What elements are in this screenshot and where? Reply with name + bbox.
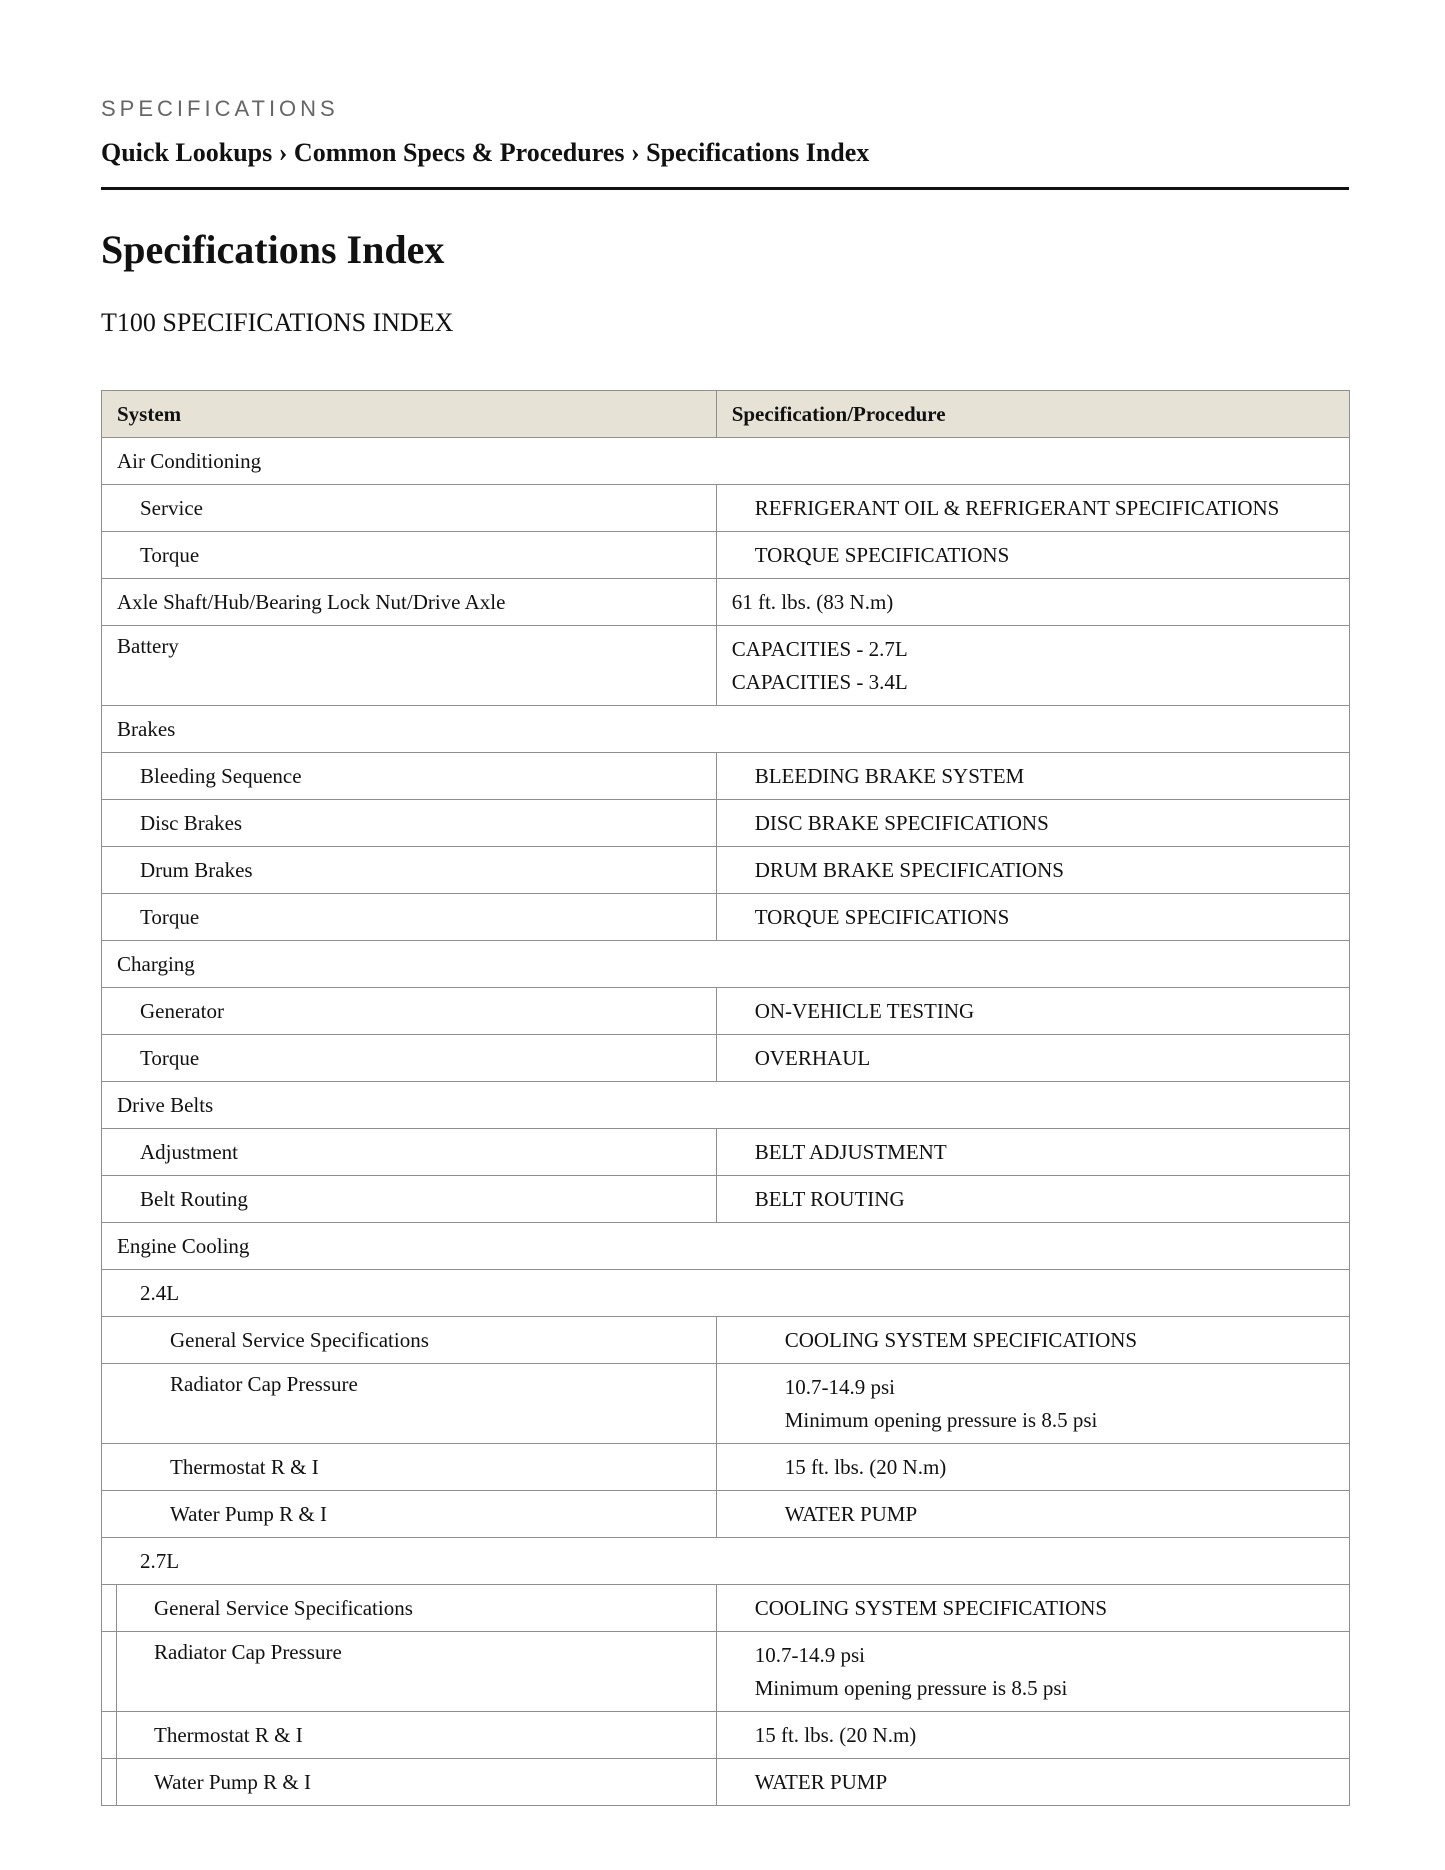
table-row [102, 532, 1350, 579]
table-row [102, 1712, 1350, 1759]
spec-link[interactable]: WATER PUMP [716, 1491, 1349, 1538]
group-label: Air Conditioning [102, 438, 1350, 485]
spec-link[interactable]: OVERHAUL [716, 1035, 1349, 1082]
header-divider [101, 187, 1349, 190]
table-row [102, 1176, 1350, 1223]
table-row [102, 1223, 1350, 1270]
page-subtitle: T100 SPECIFICATIONS INDEX [101, 308, 454, 337]
subgroup-label: 2.7L [102, 1538, 1350, 1585]
system-cell: Thermostat R & I [117, 1712, 717, 1759]
table-row [102, 800, 1350, 847]
spec-link[interactable]: TORQUE SPECIFICATIONS [716, 894, 1349, 941]
system-cell: Bleeding Sequence [102, 753, 717, 800]
spec-link[interactable]: CAPACITIES - 3.4L [731, 669, 908, 694]
system-cell: Thermostat R & I [102, 1444, 717, 1491]
table-header-row [102, 391, 1350, 438]
spec-value: 15 ft. lbs. (20 N.m) [716, 1712, 1349, 1759]
table-row [102, 1035, 1350, 1082]
table-row [102, 485, 1350, 532]
table-row [102, 847, 1350, 894]
system-cell: Radiator Cap Pressure [102, 1364, 717, 1444]
spec-value: Minimum opening pressure is 8.5 psi [754, 1675, 1068, 1700]
table-row [102, 1317, 1350, 1364]
subgroup-label: 2.4L [102, 1270, 1350, 1317]
table-row [102, 1364, 1350, 1444]
table-row [102, 579, 1350, 626]
page-title: Specifications Index [101, 227, 445, 272]
system-cell: Torque [102, 532, 717, 579]
spec-link[interactable]: CAPACITIES - 2.7L [731, 636, 908, 661]
table-row [102, 941, 1350, 988]
system-cell: Disc Brakes [102, 800, 717, 847]
table-row [102, 1491, 1350, 1538]
system-cell: Adjustment [102, 1129, 717, 1176]
table-row [102, 706, 1350, 753]
breadcrumb-common-specs[interactable]: Common Specs & Procedures [293, 138, 625, 167]
spec-value: 15 ft. lbs. (20 N.m) [716, 1444, 1349, 1491]
system-cell: Generator [102, 988, 717, 1035]
system-cell: Axle Shaft/Hub/Bearing Lock Nut/Drive Axle [102, 579, 717, 626]
table-row [102, 1538, 1350, 1585]
spec-link[interactable]: BLEEDING BRAKE SYSTEM [716, 753, 1349, 800]
spec-link[interactable]: COOLING SYSTEM SPECIFICATIONS [716, 1585, 1349, 1632]
system-cell: Service [102, 485, 717, 532]
spec-cell [716, 626, 1349, 706]
system-cell: Drum Brakes [102, 847, 717, 894]
table-row [102, 753, 1350, 800]
spec-link[interactable]: DRUM BRAKE SPECIFICATIONS [716, 847, 1349, 894]
spec-cell [716, 1632, 1349, 1712]
spec-value: 61 ft. lbs. (83 N.m) [716, 579, 1349, 626]
system-cell: General Service Specifications [102, 1317, 717, 1364]
system-cell: Water Pump R & I [117, 1759, 717, 1806]
section-label: SPECIFICATIONS [101, 96, 339, 121]
system-cell: Belt Routing [102, 1176, 717, 1223]
spec-link[interactable]: REFRIGERANT OIL & REFRIGERANT SPECIFICATIONS [716, 485, 1349, 532]
table-row [102, 1270, 1350, 1317]
spec-link[interactable]: DISC BRAKE SPECIFICATIONS [716, 800, 1349, 847]
spec-value: 10.7-14.9 psi [754, 1642, 865, 1667]
group-label: Charging [102, 941, 1350, 988]
table-row [102, 1129, 1350, 1176]
table-row [102, 1759, 1350, 1806]
spec-link[interactable]: BELT ADJUSTMENT [716, 1129, 1349, 1176]
indent-cell [102, 1632, 117, 1712]
group-label: Engine Cooling [102, 1223, 1350, 1270]
spec-link[interactable]: COOLING SYSTEM SPECIFICATIONS [716, 1317, 1349, 1364]
spec-value: 10.7-14.9 psi [784, 1374, 895, 1399]
table-row [102, 1632, 1350, 1712]
group-label: Drive Belts [102, 1082, 1350, 1129]
spec-link[interactable]: ON-VEHICLE TESTING [716, 988, 1349, 1035]
system-cell: Radiator Cap Pressure [117, 1632, 717, 1712]
spec-link[interactable]: TORQUE SPECIFICATIONS [716, 532, 1349, 579]
breadcrumb-quick-lookups[interactable]: Quick Lookups [101, 138, 273, 167]
table-row [102, 1444, 1350, 1491]
indent-cell [102, 1759, 117, 1806]
spec-link[interactable]: BELT ROUTING [716, 1176, 1349, 1223]
indent-cell [102, 1585, 117, 1632]
specifications-table [101, 390, 1350, 1806]
table-row [102, 438, 1350, 485]
system-cell: Torque [102, 894, 717, 941]
table-row [102, 988, 1350, 1035]
indent-cell [102, 1712, 117, 1759]
column-header-system: System [102, 391, 717, 438]
table-row [102, 626, 1350, 706]
table-row [102, 1082, 1350, 1129]
breadcrumb-separator: › [630, 138, 640, 167]
table-row [102, 1585, 1350, 1632]
column-header-specification: Specification/Procedure [716, 391, 1349, 438]
table-row [102, 894, 1350, 941]
system-cell: Torque [102, 1035, 717, 1082]
spec-link[interactable]: WATER PUMP [716, 1759, 1349, 1806]
breadcrumb-separator: › [278, 138, 288, 167]
spec-cell [716, 1364, 1349, 1444]
system-cell: General Service Specifications [117, 1585, 717, 1632]
breadcrumb-current: Specifications Index [646, 138, 870, 167]
group-label: Brakes [102, 706, 1350, 753]
system-cell: Battery [102, 626, 717, 706]
spec-value: Minimum opening pressure is 8.5 psi [784, 1407, 1098, 1432]
system-cell: Water Pump R & I [102, 1491, 717, 1538]
breadcrumb [101, 138, 869, 168]
